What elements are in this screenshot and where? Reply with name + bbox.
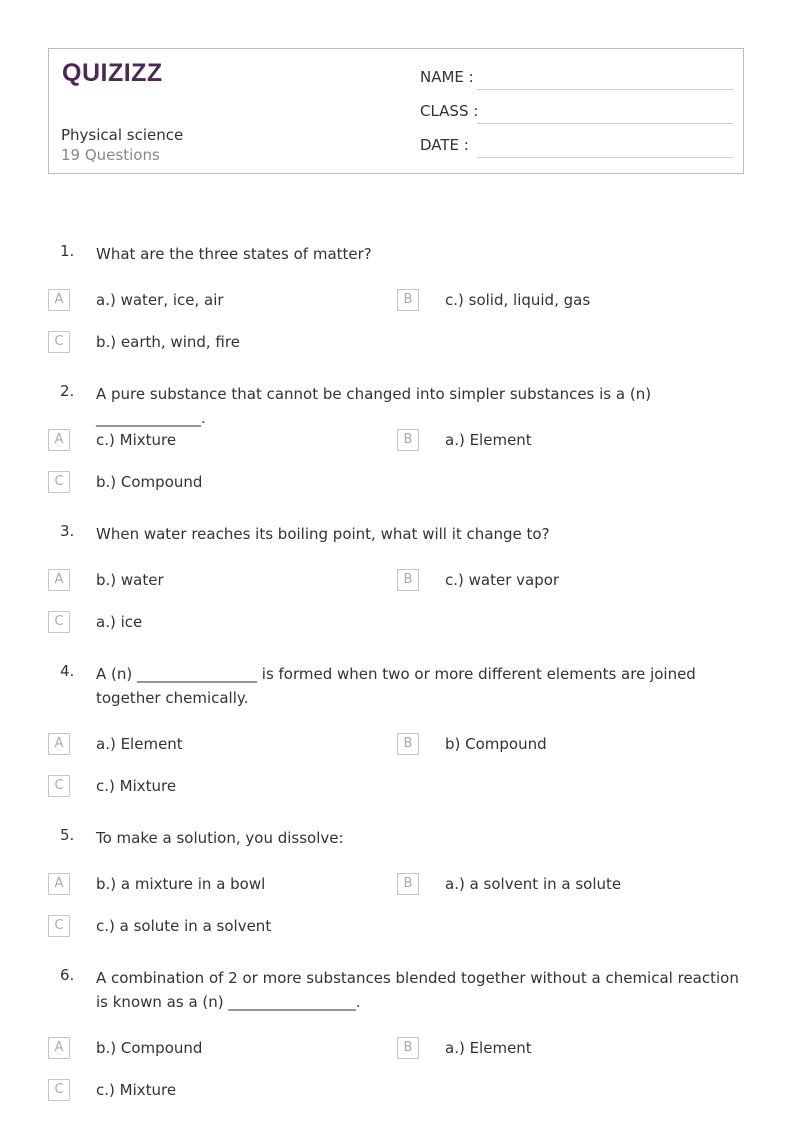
option-c-box[interactable]: C bbox=[48, 1079, 70, 1101]
worksheet-subject: Physical science bbox=[61, 126, 184, 144]
option-c-box[interactable]: C bbox=[48, 331, 70, 353]
class-line[interactable] bbox=[477, 123, 733, 124]
option-b-text: b) Compound bbox=[445, 735, 547, 753]
question-number: 3. bbox=[60, 522, 75, 540]
class-label: CLASS : bbox=[420, 102, 479, 120]
option-b-box[interactable]: B bbox=[397, 569, 419, 591]
option-a-box[interactable]: A bbox=[48, 873, 70, 895]
question-number: 5. bbox=[60, 826, 75, 844]
question-text: When water reaches its boiling point, what will it change to? bbox=[96, 525, 550, 543]
option-c-text: a.) ice bbox=[96, 613, 143, 631]
option-a-box[interactable]: A bbox=[48, 429, 70, 451]
name-label: NAME : bbox=[420, 68, 474, 86]
option-c-text: b.) Compound bbox=[96, 473, 203, 491]
option-a-box[interactable]: A bbox=[48, 733, 70, 755]
option-b-box[interactable]: B bbox=[397, 873, 419, 895]
option-c-text: c.) a solute in a solvent bbox=[96, 917, 272, 935]
option-a-text: b.) Compound bbox=[96, 1039, 203, 1057]
option-b-box[interactable]: B bbox=[397, 733, 419, 755]
option-c-box[interactable]: C bbox=[48, 611, 70, 633]
option-a-box[interactable]: A bbox=[48, 289, 70, 311]
name-line[interactable] bbox=[477, 89, 733, 90]
option-c-box[interactable]: C bbox=[48, 471, 70, 493]
question-text: To make a solution, you dissolve: bbox=[96, 829, 344, 847]
question-count: 19 Questions bbox=[61, 146, 160, 164]
option-b-box[interactable]: B bbox=[397, 429, 419, 451]
option-c-text: c.) Mixture bbox=[96, 1081, 177, 1099]
option-c-box[interactable]: C bbox=[48, 915, 70, 937]
option-c-text: c.) Mixture bbox=[96, 777, 177, 795]
option-a-text: c.) Mixture bbox=[96, 431, 177, 449]
question-number: 1. bbox=[60, 242, 75, 260]
option-a-box[interactable]: A bbox=[48, 569, 70, 591]
option-c-text: b.) earth, wind, fire bbox=[96, 333, 240, 351]
question-text: A combination of 2 or more substances blended together without a chemical reaction is known as a (n) _________________. bbox=[96, 969, 739, 1011]
option-b-text: a.) a solvent in a solute bbox=[445, 875, 622, 893]
question-number: 2. bbox=[60, 382, 75, 400]
option-b-text: c.) solid, liquid, gas bbox=[445, 291, 591, 309]
option-b-box[interactable]: B bbox=[397, 1037, 419, 1059]
option-a-text: a.) water, ice, air bbox=[96, 291, 224, 309]
question-number: 4. bbox=[60, 662, 75, 680]
option-b-text: a.) Element bbox=[445, 431, 532, 449]
question-text: A (n) ________________ is formed when two or more different elements are joined together chemically. bbox=[96, 665, 696, 707]
date-line[interactable] bbox=[477, 157, 733, 158]
option-a-text: b.) a mixture in a bowl bbox=[96, 875, 266, 893]
question-text: What are the three states of matter? bbox=[96, 245, 372, 263]
option-b-text: a.) Element bbox=[445, 1039, 532, 1057]
date-label: DATE : bbox=[420, 136, 469, 154]
worksheet-header bbox=[48, 48, 744, 174]
option-c-box[interactable]: C bbox=[48, 775, 70, 797]
option-a-box[interactable]: A bbox=[48, 1037, 70, 1059]
option-b-text: c.) water vapor bbox=[445, 571, 560, 589]
option-a-text: a.) Element bbox=[96, 735, 183, 753]
option-b-box[interactable]: B bbox=[397, 289, 419, 311]
question-number: 6. bbox=[60, 966, 75, 984]
option-a-text: b.) water bbox=[96, 571, 164, 589]
quizizz-logo: QUIZIZZ bbox=[62, 59, 163, 87]
question-text: A pure substance that cannot be changed into simpler substances is a (n) ______________. bbox=[96, 385, 652, 427]
